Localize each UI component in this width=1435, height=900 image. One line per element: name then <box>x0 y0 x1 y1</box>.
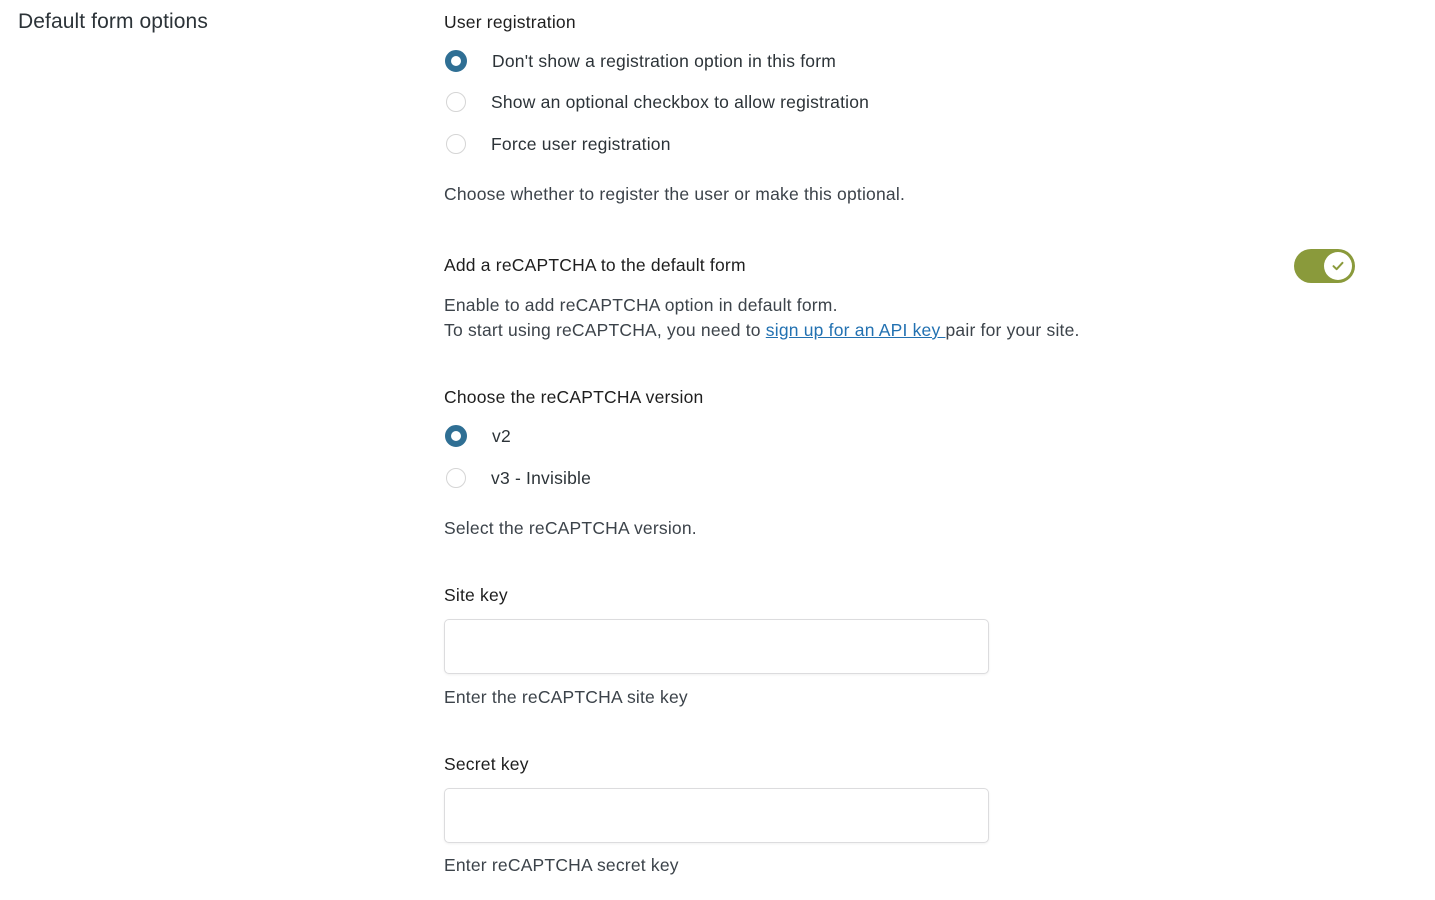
radio-button[interactable] <box>446 92 466 112</box>
recaptcha-help-prefix: To start using reCAPTCHA, you need to <box>444 320 766 340</box>
site-key-input[interactable] <box>444 619 989 674</box>
secret-key-label: Secret key <box>444 754 529 774</box>
api-key-signup-link[interactable]: sign up for an API key <box>765 320 946 340</box>
recaptcha-version-option-label: v2 <box>492 425 511 446</box>
registration-option-label: Show an optional checkbox to allow registration <box>491 91 870 112</box>
radio-button[interactable] <box>446 468 466 488</box>
radio-button-checked[interactable] <box>445 50 467 72</box>
recaptcha-help-line2 <box>444 318 1080 343</box>
site-key-label: Site key <box>444 585 508 605</box>
recaptcha-version-option-v3[interactable] <box>444 465 591 491</box>
site-key-help: Enter the reCAPTCHA site key <box>444 687 688 707</box>
radio-button[interactable] <box>446 134 466 154</box>
recaptcha-version-label: Choose the reCAPTCHA version <box>444 387 704 407</box>
section-title: Default form options <box>18 10 208 33</box>
checkmark-icon <box>1331 259 1345 273</box>
registration-option-optional-checkbox[interactable] <box>444 89 869 115</box>
toggle-knob <box>1324 252 1352 280</box>
recaptcha-version-help: Select the reCAPTCHA version. <box>444 518 697 538</box>
radio-button-checked[interactable] <box>445 425 467 447</box>
registration-option-label: Don't show a registration option in this form <box>492 50 837 71</box>
recaptcha-version-option-label: v3 - Invisible <box>491 467 592 488</box>
user-registration-label: User registration <box>444 12 576 32</box>
registration-option-force[interactable] <box>444 131 671 157</box>
secret-key-help: Enter reCAPTCHA secret key <box>444 855 679 875</box>
secret-key-input[interactable] <box>444 788 989 843</box>
registration-option-no-registration[interactable] <box>444 48 836 74</box>
recaptcha-help-suffix: pair for your site. <box>945 320 1080 340</box>
registration-option-label: Force user registration <box>491 133 671 154</box>
recaptcha-help-line1: Enable to add reCAPTCHA option in default form. <box>444 295 838 315</box>
recaptcha-toggle[interactable] <box>1294 249 1355 283</box>
recaptcha-label: Add a reCAPTCHA to the default form <box>444 255 746 275</box>
recaptcha-version-option-v2[interactable] <box>444 423 511 449</box>
user-registration-help: Choose whether to register the user or make this optional. <box>444 184 906 204</box>
